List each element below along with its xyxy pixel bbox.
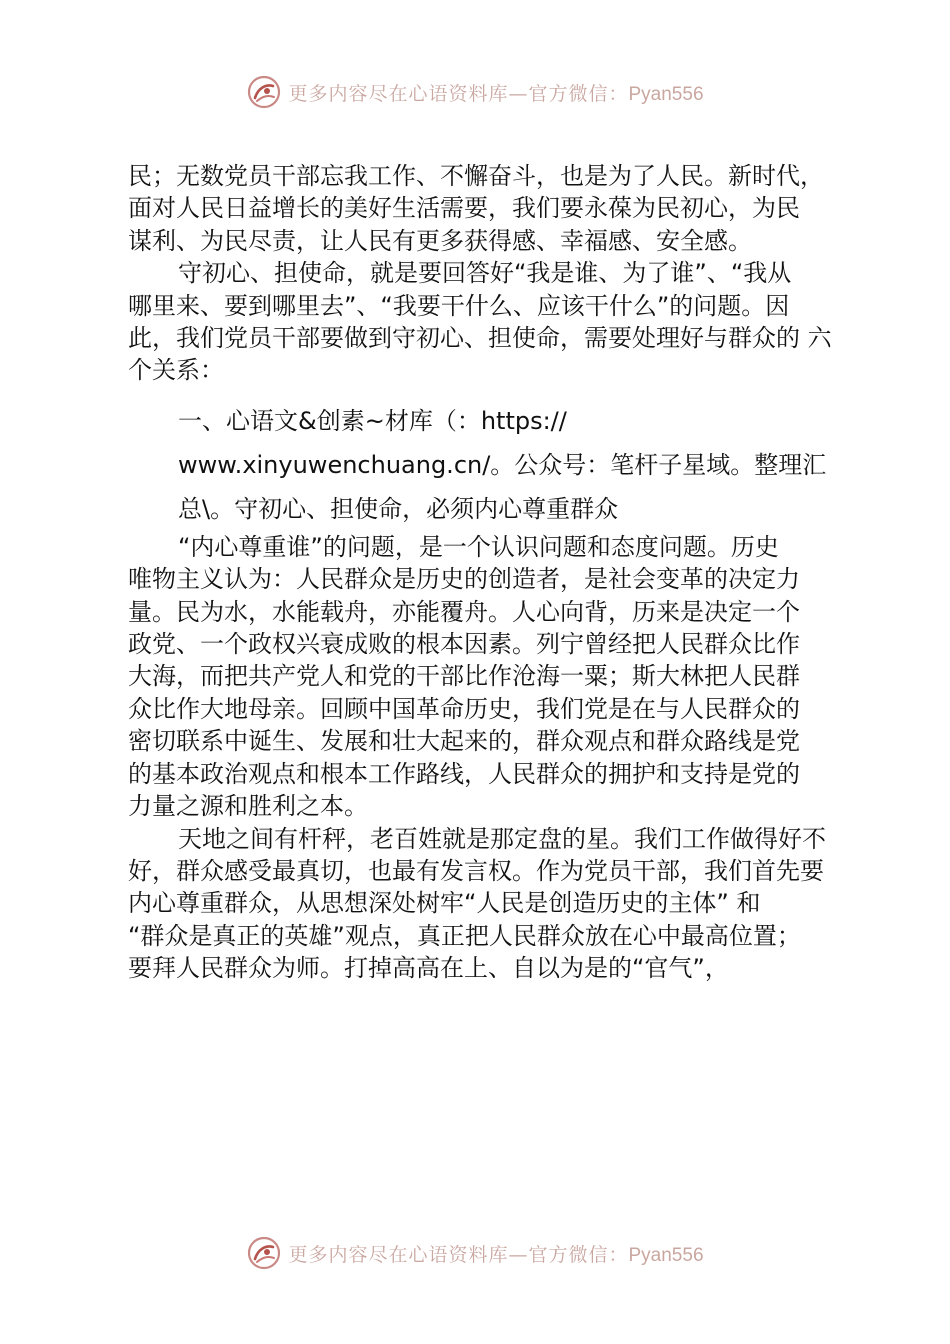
section-heading: 一、心语文&创素~材库（：https:// [178, 406, 567, 435]
text-line: 要拜人民群众为师。打掉高高在上、自以为是的“官气”， [128, 954, 729, 983]
text-line: 好，群众感受最真切，也最有发言权。作为党员干部，我们首先要 [128, 856, 824, 885]
text-line: 面对人民日益增长的美好生活需要，我们要永葆为民初心，为民 [128, 194, 800, 223]
text-line: 密切联系中诞生、发展和壮大起来的，群众观点和群众路线是党 [128, 727, 800, 756]
text-line: 此，我们党员干部要做到守初心、担使命，需要处理好与群众的 六 [128, 324, 832, 353]
text-line: 力量之源和胜利之本。 [128, 792, 368, 821]
seal-logo-icon [246, 1235, 282, 1271]
text-line: 的基本政治观点和根本工作路线，人民群众的拥护和支持是党的 [128, 759, 800, 788]
section-heading-cont: 总\。守初心、担使命，必须内心尊重群众 [178, 494, 619, 523]
text-line: 唯物主义认为：人民群众是历史的创造者，是社会变革的决定力 [128, 565, 800, 594]
text-line: 政党、一个政权兴衰成败的根本因素。列宁曾经把人民群众比作 [128, 630, 800, 659]
watermark-id: Pyan556 [628, 1244, 704, 1266]
document-body [128, 160, 858, 985]
watermark-text: 更多内容尽在心语资料库—官方微信：Pyan556 [288, 1243, 704, 1266]
text-line: 谋利、为民尽责，让人民有更多获得感、幸福感、安全感。 [128, 226, 752, 255]
watermark-text: 更多内容尽在心语资料库—官方微信：Pyan556 [288, 82, 704, 105]
paragraph-start: “内心尊重谁”的问题，是一个认识问题和态度问题。历史 [178, 532, 779, 561]
text-line: 内心尊重群众，从思想深处树牢“人民是创造历史的主体” 和 [128, 889, 761, 918]
text-line: 众比作大地母亲。回顾中国革命历史，我们党是在与人民群众的 [128, 694, 800, 723]
text-line: 大海，而把共产党人和党的干部比作沧海一粟；斯大林把人民群 [128, 662, 800, 691]
seal-logo-icon [246, 74, 282, 110]
footer-watermark [0, 1233, 950, 1273]
text-line: “群众是真正的英雄”观点，真正把人民群众放在心中最高位置； [128, 921, 801, 950]
paragraph-start: 天地之间有杆秤，老百姓就是那定盘的星。我们工作做得好不 [178, 824, 826, 853]
watermark-id: Pyan556 [628, 83, 704, 105]
header-watermark [0, 72, 950, 112]
text-line: 量。民为水，水能载舟，亦能覆舟。人心向背，历来是决定一个 [128, 597, 800, 626]
section-heading-cont: www.xinyuwenchuang.cn/。公众号：笔杆子星域。整理汇 [178, 450, 827, 479]
text-line: 民；无数党员干部忘我工作、不懈奋斗，也是为了人民。新时代， [128, 162, 824, 190]
text-line: 哪里来、要到哪里去”、“我要干什么、应该干什么”的问题。因 [128, 291, 790, 320]
text-line: 个关系： [128, 356, 224, 385]
paragraph-start: 守初心、担使命，就是要回答好“我是谁、为了谁”、“我从 [178, 259, 792, 288]
